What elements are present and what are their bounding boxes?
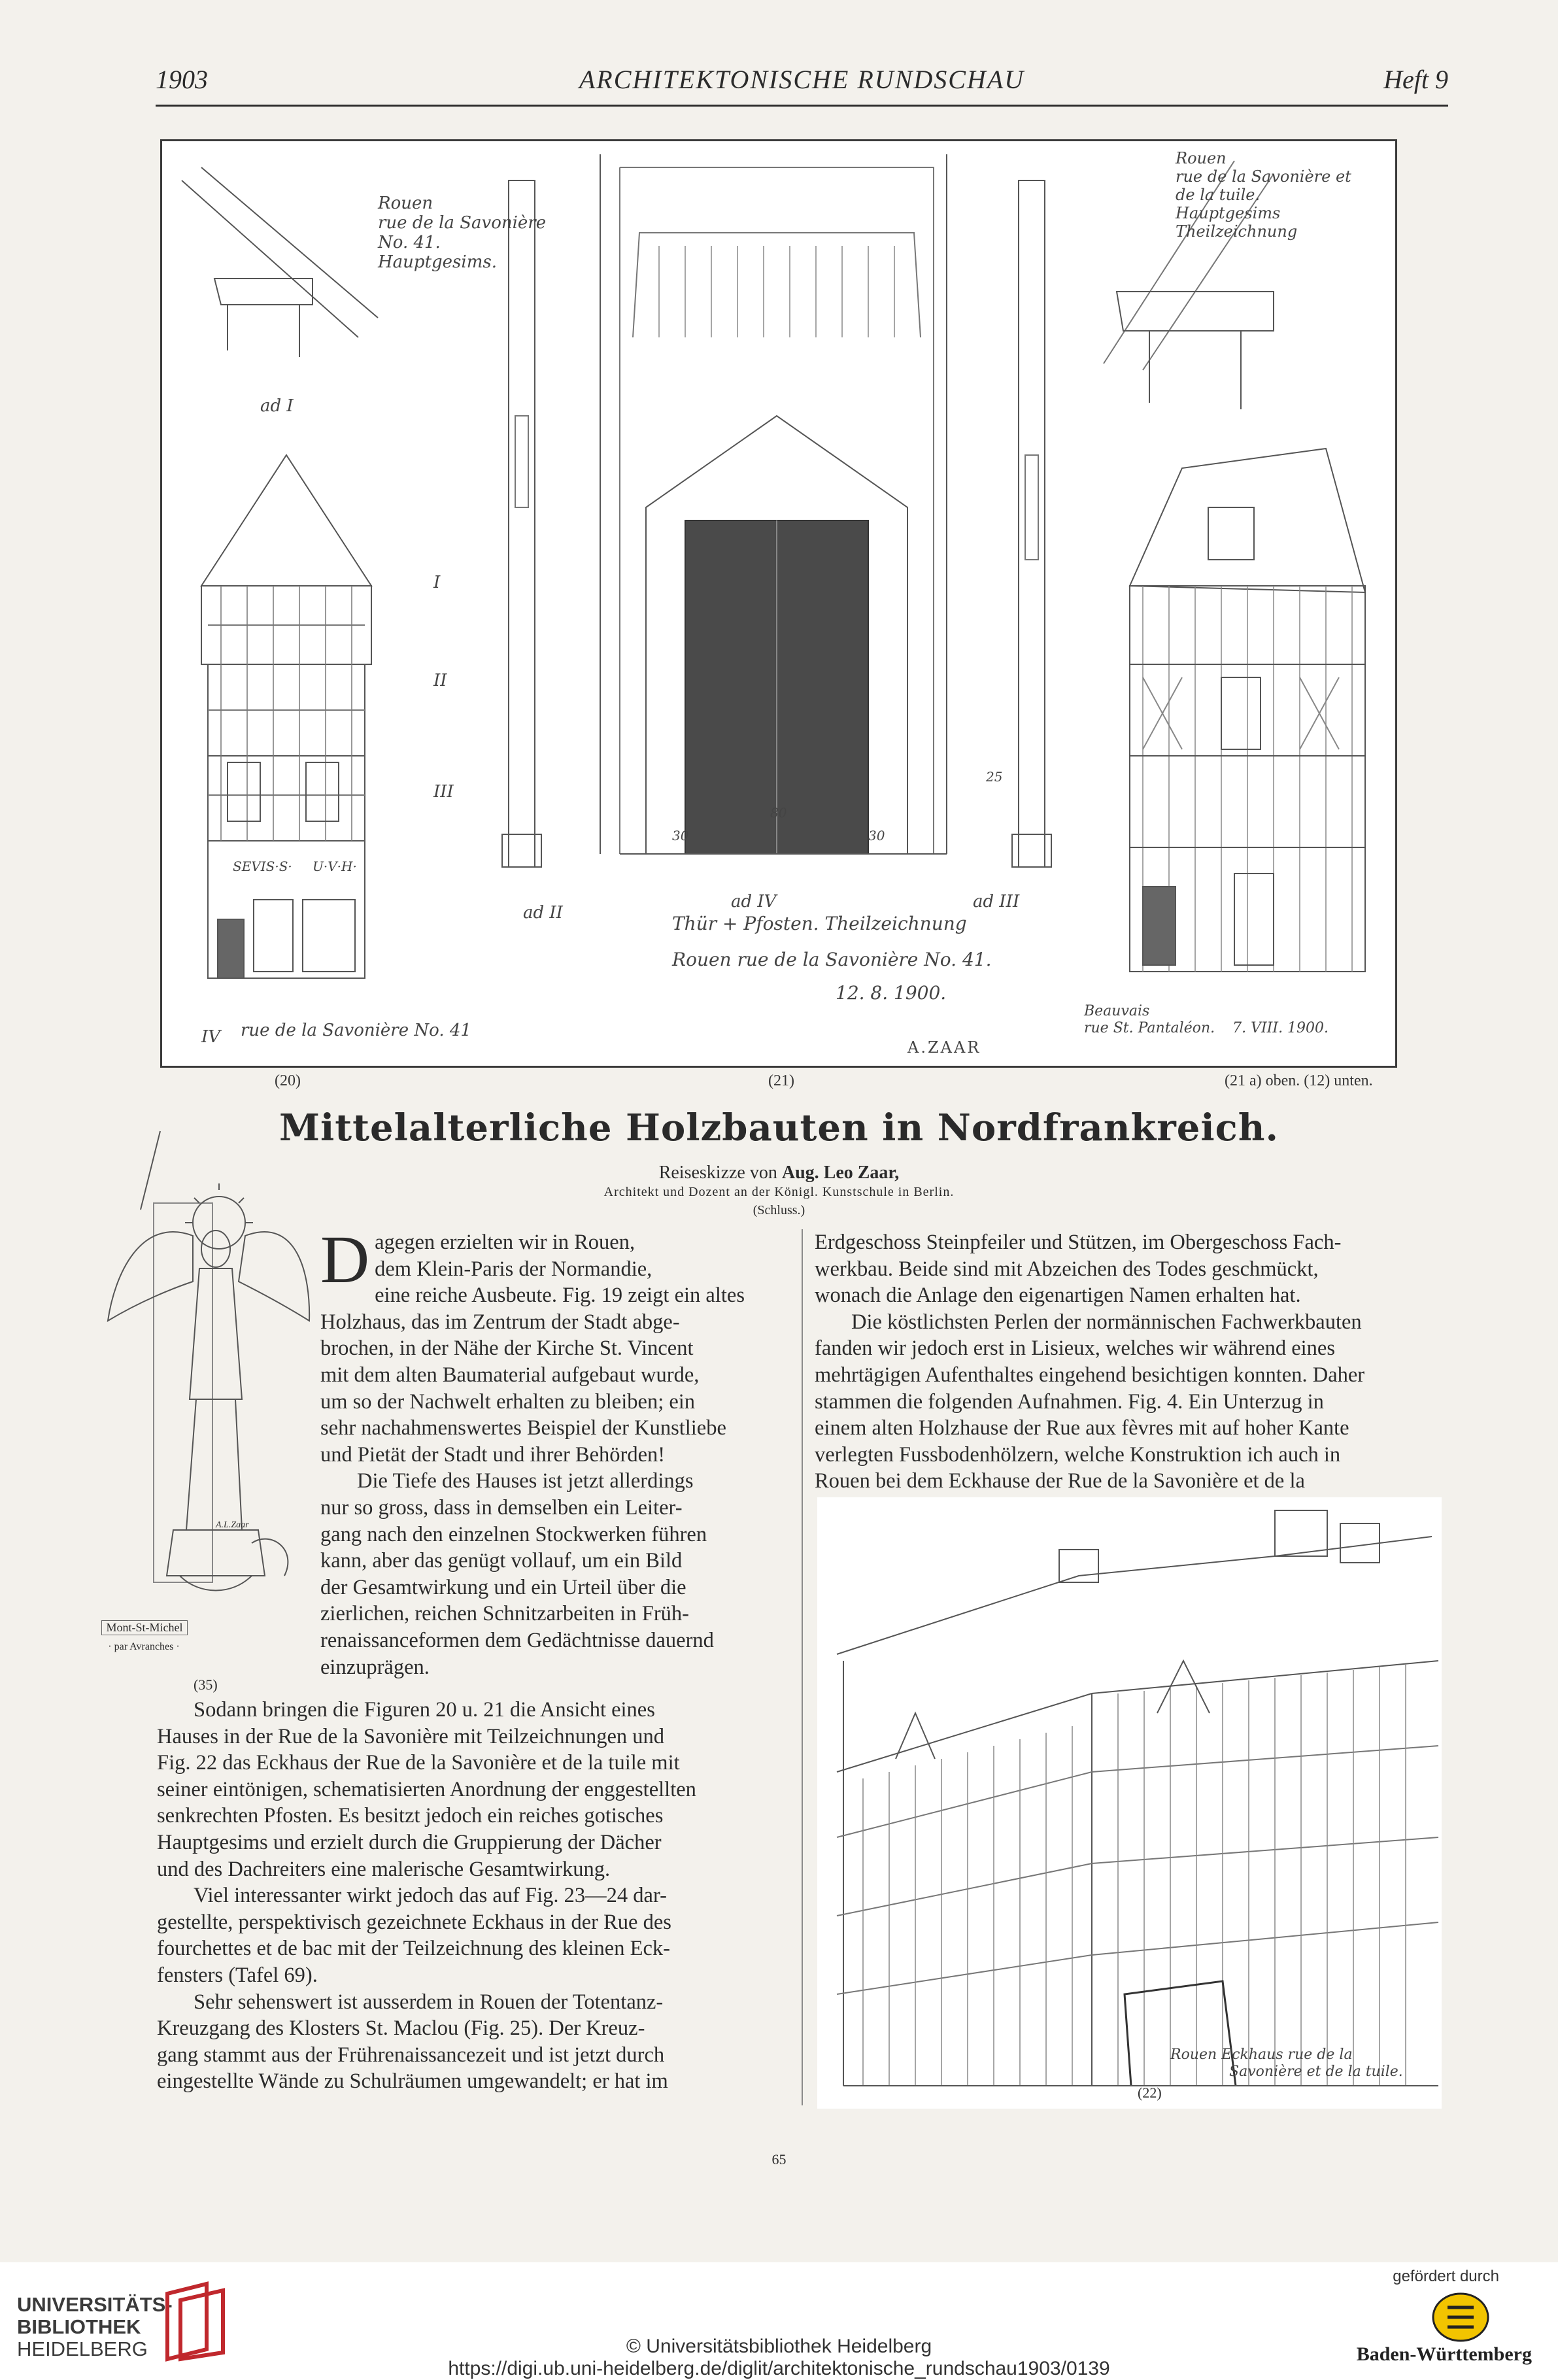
p4-line-4: fensters (Tafel 69). [157, 1963, 318, 1987]
caption-fig22: (22) [1138, 2084, 1162, 2101]
header-rule [156, 105, 1448, 107]
running-head-issue: Heft 9 [1383, 65, 1448, 94]
column-rule [802, 1229, 803, 2105]
p2-line-1: Die Tiefe des Hauses ist jetzt allerdings [357, 1469, 694, 1493]
article-author: Aug. Leo Zaar, [781, 1163, 900, 1183]
fig20-drawing [182, 167, 378, 978]
roman-iv-label: IV [201, 1027, 221, 1047]
page-number: 65 [771, 2151, 787, 2168]
p2-line-7: renaissanceformen dem Gedächtnisse dauernd [320, 1628, 714, 1652]
library-footer [0, 2262, 1558, 2379]
fig35-sub: · par Avranches · [108, 1641, 180, 1652]
logo-line-3: HEIDELBERG [17, 2338, 148, 2360]
fig21a-city: Rouen [1176, 149, 1227, 167]
roman-i-label: I [433, 573, 441, 592]
running-head-journal: ARCHITEKTONISCHE RUNDSCHAU [579, 65, 1025, 94]
ad-i-label: ad I [260, 396, 294, 416]
p2-line-6: zierlichen, reichen Schnitzarbeiten in Früh- [320, 1602, 690, 1626]
fig20-detail: Hauptgesims. [378, 252, 497, 272]
p2-line-2: nur so gross, dass in demselben ein Leiter- [320, 1495, 683, 1520]
fig12-city: Beauvais [1084, 1003, 1150, 1019]
p1-line-4: Holzhaus, das im Zentrum der Stadt abge- [320, 1310, 680, 1334]
p3-line-1: Sodann bringen die Figuren 20 u. 21 die Ansicht eines [194, 1698, 655, 1722]
permalink-url[interactable]: https://digi.ub.uni-heidelberg.de/diglit/architektonische_rundschau1903/0139 [448, 2358, 1110, 2379]
p3-line-6: Hauptgesims und erzielt durch die Gruppierung der Dächer [157, 1830, 662, 1854]
ad-iv-label: ad IV [731, 892, 777, 911]
fig21a-drawing [1104, 161, 1365, 972]
fig12-date: 7. VIII. 1900. [1232, 1020, 1329, 1036]
rp1-line-2: werkbau. Beide sind mit Abzeichen des Todes geschmückt, [815, 1257, 1319, 1281]
fig35-svg [101, 1125, 311, 1641]
shop-sign-left: SEVIS·S· [233, 858, 292, 874]
right-column-text [815, 1229, 1453, 1495]
funded-by-label: gefördert durch [1393, 2268, 1499, 2285]
p1-line-3: eine reiche Ausbeute. Fig. 19 zeigt ein altes [375, 1284, 745, 1308]
p1-line-9: und Pietät der Stadt und ihrer Behörden! [320, 1442, 666, 1467]
fig22-note [1170, 2047, 1403, 2081]
p4-line-3: fourchettes et de bac mit der Teilzeichnung des kleinen Eck- [157, 1937, 670, 1961]
p3-line-7: und des Dachreiters eine malerische Gesamtwirkung. [157, 1857, 611, 1881]
state-coat-of-arms-icon [1431, 2291, 1490, 2343]
p1-line-5: brochen, in der Nähe der Kirche St. Vincent [320, 1336, 694, 1361]
shop-sign-right: U·V·H· [313, 858, 357, 874]
rp2-line-4: stammen die folgenden Aufnahmen. Fig. 4. Ein Unterzug in [815, 1389, 1324, 1414]
p2-line-8: einzuprägen. [320, 1655, 430, 1679]
p4-line-2: gestellte, perspektivisch gezeichnete Eckhaus in der Rue des [157, 1910, 671, 1934]
fig20-bottom-note: rue de la Savonière No. 41 [241, 1021, 471, 1040]
fig21-note-date: 12. 8. 1900. [836, 982, 947, 1004]
fig35-signature: A.L.Zaar [216, 1520, 249, 1530]
rp1-line-1: Erdgeschoss Steinpfeiler und Stützen, im Obergeschoss Fach- [815, 1231, 1342, 1254]
p3-line-2: Hauses in der Rue de la Savonière mit Teilzeichnungen und [157, 1724, 665, 1748]
fig12-street: rue St. Pantaléon. [1084, 1020, 1215, 1036]
left-column-wrap-text [320, 1222, 791, 1680]
logo-line-2: BIBLIOTHEK [17, 2315, 141, 2338]
p3-line-5: senkrechten Pfosten. Es besitzt jedoch ein reiches gotisches [157, 1804, 664, 1828]
caption-fig21a: (21 a) oben. (12) unten. [1225, 1072, 1373, 1089]
fig22-svg [817, 1497, 1442, 2109]
dim-80: 80 [770, 805, 787, 821]
p5-line-1: Sehr sehenswert ist ausserdem in Rouen der Totentanz- [194, 1990, 664, 2014]
artist-signature: A.ZAAR [907, 1038, 981, 1057]
running-head [156, 64, 1448, 103]
byline-prefix: Reiseskizze von [658, 1163, 782, 1183]
fig21-caption-note [672, 913, 991, 1004]
copyright-notice: © Universitätsbibliothek Heidelberg [626, 2336, 932, 2357]
rp2-line-1: Die köstlichsten Perlen der normännischen Fachwerkbauten [851, 1310, 1362, 1334]
article-continued: (Schluss.) [753, 1203, 805, 1217]
fig21a-detail2: Theilzeichnung [1176, 222, 1298, 241]
state-name: Baden-Württemberg [1356, 2343, 1532, 2365]
article-title: Mittelalterliche Holzbauten in Nordfrankreich. [279, 1106, 1279, 1149]
p1-line-7: um so der Nachwelt erhalten zu bleiben; ein [320, 1389, 696, 1414]
drawing-plate [160, 139, 1397, 1068]
p2-line-4: kann, aber das genügt vollauf, um ein Bild [320, 1549, 683, 1573]
fig35-illustration [101, 1125, 311, 1652]
article-affiliation: Architekt und Dozent an der Königl. Kunstschule in Berlin. [603, 1185, 955, 1199]
p2-line-3: gang nach den einzelnen Stockwerken führen [320, 1522, 707, 1546]
ad-iii-label: ad III [973, 892, 1020, 911]
left-column-full-text [157, 1697, 791, 2095]
fig22-illustration [817, 1497, 1442, 2109]
fig22-note-line2: Savonière et de la tuile. [1229, 2064, 1403, 2080]
rp2-line-5: einem alten Holzhause der Rue aux fèvres mit auf hoher Kante [815, 1416, 1349, 1440]
rp1-line-3: wonach die Anlage den eigenartigen Namen erhalten hat. [815, 1284, 1301, 1308]
logo-line-1: UNIVERSITÄTS- [17, 2293, 173, 2316]
p4-line-1: Viel interessanter wirkt jedoch das auf Fig. 23—24 dar- [194, 1884, 667, 1908]
fig20-top-note [378, 194, 546, 272]
p1-line-6: mit dem alten Baumaterial aufgebaut wurde, [320, 1363, 700, 1387]
p5-line-4: eingestellte Wände zu Schulräumen umgewandelt; er hat im [157, 2069, 668, 2094]
fig21a-street1: rue de la Savonière et [1176, 167, 1351, 186]
ad-ii-label: ad II [523, 903, 563, 923]
fig35-label: Mont-St-Michel [101, 1620, 188, 1635]
caption-fig20: (20) [275, 1072, 301, 1089]
fig20-number: No. 41. [378, 233, 441, 252]
fig22-note-line1: Rouen Eckhaus rue de la [1170, 2047, 1353, 2063]
p1-line-2: dem Klein-Paris der Normandie, [375, 1257, 652, 1281]
p5-line-2: Kreuzgang des Klosters St. Maclou (Fig. 25). Der Kreuz- [157, 2016, 645, 2041]
rp2-line-3: mehrtägigen Aufenthaltes eingehend besichtigen konnten. Daher [815, 1363, 1365, 1387]
drop-cap: D [320, 1222, 370, 1297]
fig20-street: rue de la Savonière [378, 213, 547, 233]
p1-line-8: sehr nachahmenswertes Beispiel der Kunstliebe [320, 1416, 726, 1440]
fig21-drawing [502, 154, 1051, 867]
rp2-line-6: verlegten Fussbodenhölzern, welche Konstruktion ich auch in [815, 1442, 1341, 1467]
running-head-year: 1903 [156, 65, 208, 94]
dim-30-left: 30 [672, 828, 689, 843]
fig21a-street2: de la tuile. [1176, 186, 1261, 204]
fig21-note-line1: Thür + Pfosten. Theilzeichnung [672, 913, 967, 934]
p3-line-4: seiner eintönigen, schematisierten Anordnung der enggestellten [157, 1777, 696, 1801]
caption-fig21: (21) [768, 1072, 794, 1089]
fig20-city: Rouen [378, 194, 433, 213]
roman-iii-label: III [433, 782, 454, 802]
fig21a-top-note [1176, 149, 1351, 241]
dim-30-right: 30 [868, 828, 885, 843]
fig12-bottom-note [1084, 1003, 1329, 1037]
p1-line-1: agegen erzielten wir in Rouen, [375, 1231, 635, 1254]
fig21a-detail: Hauptgesims [1176, 204, 1281, 222]
caption-fig35: (35) [194, 1676, 218, 1693]
dim-25: 25 [986, 769, 1003, 785]
p2-line-5: der Gesamtwirkung und ein Urteil über die [320, 1575, 686, 1599]
rp2-line-2: fanden wir jedoch erst in Lisieux, welches wir während eines [815, 1336, 1335, 1361]
roman-ii-label: II [433, 671, 447, 690]
p3-line-3: Fig. 22 das Eckhaus der Rue de la Savonière et de la tuile mit [157, 1751, 680, 1775]
fig21-note-line2: Rouen rue de la Savonière No. 41. [672, 949, 992, 970]
p5-line-3: gang stammt aus der Frührenaissancezeit und ist jetzt durch [157, 2043, 665, 2067]
rp2-line-7: Rouen bei dem Eckhause der Rue de la Savonière et de la [815, 1469, 1305, 1493]
